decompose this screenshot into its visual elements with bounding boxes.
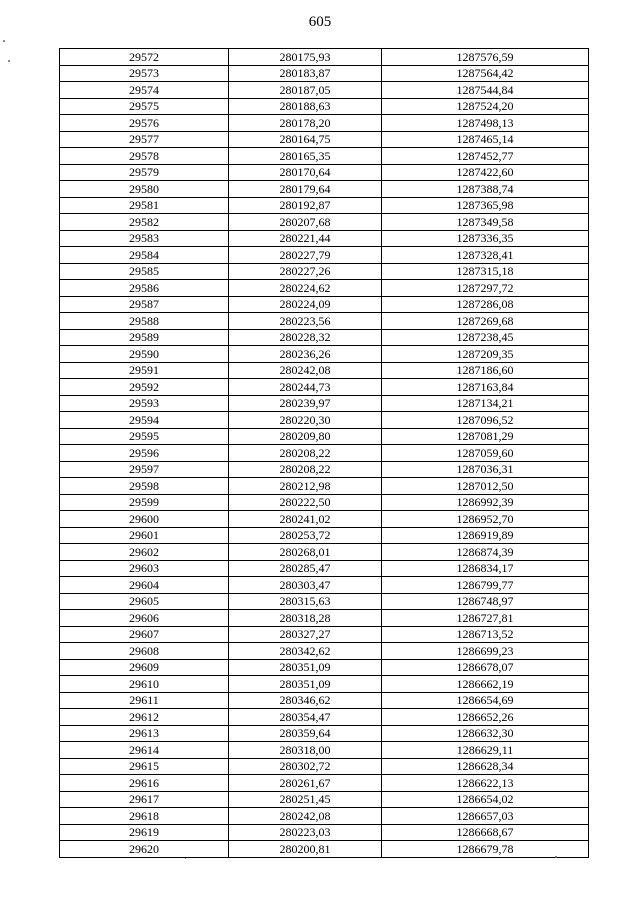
x-coordinate-cell: 280224,62 [229, 280, 382, 297]
point-number-cell: 29617 [60, 791, 229, 808]
x-coordinate-cell: 280223,56 [229, 313, 382, 330]
point-number-cell: 29580 [60, 181, 229, 198]
x-coordinate-cell: 280261,67 [229, 775, 382, 792]
y-coordinate-cell: 1287134,21 [382, 395, 589, 412]
table-row [60, 659, 589, 676]
y-coordinate-cell: 1286952,70 [382, 511, 589, 528]
y-coordinate-cell: 1287297,72 [382, 280, 589, 297]
table-row [60, 65, 589, 82]
x-coordinate-cell: 280251,45 [229, 791, 382, 808]
point-number-cell: 29587 [60, 296, 229, 313]
y-coordinate-cell: 1286699,23 [382, 643, 589, 660]
x-coordinate-cell: 280241,02 [229, 511, 382, 528]
table-row [60, 643, 589, 660]
table-row [60, 280, 589, 297]
x-coordinate-cell: 280244,73 [229, 379, 382, 396]
table-row [60, 824, 589, 841]
y-coordinate-cell: 1287564,42 [382, 65, 589, 82]
point-number-cell: 29614 [60, 742, 229, 759]
table-row [60, 296, 589, 313]
point-number-cell: 29578 [60, 148, 229, 165]
point-number-cell: 29611 [60, 692, 229, 709]
point-number-cell: 29581 [60, 197, 229, 214]
x-coordinate-cell: 280224,09 [229, 296, 382, 313]
y-coordinate-cell: 1287328,41 [382, 247, 589, 264]
point-number-cell: 29619 [60, 824, 229, 841]
x-coordinate-cell: 280200,81 [229, 841, 382, 858]
table-row [60, 329, 589, 346]
table-row [60, 544, 589, 561]
x-coordinate-cell: 280188,63 [229, 98, 382, 115]
x-coordinate-cell: 280236,26 [229, 346, 382, 363]
x-coordinate-cell: 280268,01 [229, 544, 382, 561]
table-row [60, 511, 589, 528]
x-coordinate-cell: 280220,30 [229, 412, 382, 429]
y-coordinate-cell: 1287315,18 [382, 263, 589, 280]
scan-speck [3, 40, 5, 42]
y-coordinate-cell: 1286992,39 [382, 494, 589, 511]
table-row [60, 527, 589, 544]
point-number-cell: 29576 [60, 115, 229, 132]
y-coordinate-cell: 1287012,50 [382, 478, 589, 495]
coordinates-table-body [60, 49, 589, 858]
point-number-cell: 29613 [60, 725, 229, 742]
table-row [60, 197, 589, 214]
y-coordinate-cell: 1287452,77 [382, 148, 589, 165]
point-number-cell: 29577 [60, 131, 229, 148]
table-row [60, 263, 589, 280]
point-number-cell: 29616 [60, 775, 229, 792]
x-coordinate-cell: 280227,26 [229, 263, 382, 280]
point-number-cell: 29583 [60, 230, 229, 247]
x-coordinate-cell: 280242,08 [229, 362, 382, 379]
x-coordinate-cell: 280175,93 [229, 49, 382, 66]
point-number-cell: 29604 [60, 577, 229, 594]
y-coordinate-cell: 1287544,84 [382, 82, 589, 99]
point-number-cell: 29601 [60, 527, 229, 544]
y-coordinate-cell: 1286654,02 [382, 791, 589, 808]
y-coordinate-cell: 1286727,81 [382, 610, 589, 627]
point-number-cell: 29595 [60, 428, 229, 445]
point-number-cell: 29610 [60, 676, 229, 693]
point-number-cell: 29600 [60, 511, 229, 528]
point-number-cell: 29593 [60, 395, 229, 412]
x-coordinate-cell: 280351,09 [229, 659, 382, 676]
table-row [60, 560, 589, 577]
y-coordinate-cell: 1287059,60 [382, 445, 589, 462]
y-coordinate-cell: 1286834,17 [382, 560, 589, 577]
y-coordinate-cell: 1287238,45 [382, 329, 589, 346]
y-coordinate-cell: 1287336,35 [382, 230, 589, 247]
x-coordinate-cell: 280183,87 [229, 65, 382, 82]
x-coordinate-cell: 280302,72 [229, 758, 382, 775]
x-coordinate-cell: 280351,09 [229, 676, 382, 693]
scan-speck [8, 60, 10, 62]
y-coordinate-cell: 1286668,67 [382, 824, 589, 841]
table-row [60, 131, 589, 148]
y-coordinate-cell: 1287349,58 [382, 214, 589, 231]
table-row [60, 379, 589, 396]
table-row [60, 181, 589, 198]
point-number-cell: 29603 [60, 560, 229, 577]
table-row [60, 346, 589, 363]
point-number-cell: 29575 [60, 98, 229, 115]
table-row [60, 577, 589, 594]
table-row [60, 593, 589, 610]
point-number-cell: 29582 [60, 214, 229, 231]
table-row [60, 247, 589, 264]
table-row [60, 709, 589, 726]
point-number-cell: 29597 [60, 461, 229, 478]
y-coordinate-cell: 1287388,74 [382, 181, 589, 198]
x-coordinate-cell: 280170,64 [229, 164, 382, 181]
x-coordinate-cell: 280303,47 [229, 577, 382, 594]
y-coordinate-cell: 1286622,13 [382, 775, 589, 792]
x-coordinate-cell: 280179,64 [229, 181, 382, 198]
y-coordinate-cell: 1286874,39 [382, 544, 589, 561]
x-coordinate-cell: 280242,08 [229, 808, 382, 825]
y-coordinate-cell: 1286652,26 [382, 709, 589, 726]
y-coordinate-cell: 1287096,52 [382, 412, 589, 429]
table-row [60, 808, 589, 825]
coordinates-table [59, 48, 589, 858]
y-coordinate-cell: 1286799,77 [382, 577, 589, 594]
table-row [60, 692, 589, 709]
x-coordinate-cell: 280253,72 [229, 527, 382, 544]
point-number-cell: 29589 [60, 329, 229, 346]
table-row [60, 775, 589, 792]
x-coordinate-cell: 280212,98 [229, 478, 382, 495]
x-coordinate-cell: 280164,75 [229, 131, 382, 148]
y-coordinate-cell: 1287498,13 [382, 115, 589, 132]
x-coordinate-cell: 280207,68 [229, 214, 382, 231]
table-row [60, 445, 589, 462]
table-row [60, 478, 589, 495]
table-row [60, 49, 589, 66]
x-coordinate-cell: 280227,79 [229, 247, 382, 264]
table-row [60, 412, 589, 429]
y-coordinate-cell: 1286629,11 [382, 742, 589, 759]
point-number-cell: 29618 [60, 808, 229, 825]
scan-speck [185, 858, 186, 859]
table-row [60, 676, 589, 693]
y-coordinate-cell: 1286713,52 [382, 626, 589, 643]
point-number-cell: 29606 [60, 610, 229, 627]
table-row [60, 725, 589, 742]
y-coordinate-cell: 1286748,97 [382, 593, 589, 610]
table-row [60, 148, 589, 165]
point-number-cell: 29605 [60, 593, 229, 610]
point-number-cell: 29591 [60, 362, 229, 379]
x-coordinate-cell: 280178,20 [229, 115, 382, 132]
x-coordinate-cell: 280346,62 [229, 692, 382, 709]
table-row [60, 428, 589, 445]
y-coordinate-cell: 1286679,78 [382, 841, 589, 858]
x-coordinate-cell: 280318,28 [229, 610, 382, 627]
point-number-cell: 29579 [60, 164, 229, 181]
point-number-cell: 29598 [60, 478, 229, 495]
point-number-cell: 29585 [60, 263, 229, 280]
point-number-cell: 29620 [60, 841, 229, 858]
point-number-cell: 29590 [60, 346, 229, 363]
x-coordinate-cell: 280354,47 [229, 709, 382, 726]
point-number-cell: 29588 [60, 313, 229, 330]
x-coordinate-cell: 280315,63 [229, 593, 382, 610]
point-number-cell: 29612 [60, 709, 229, 726]
x-coordinate-cell: 280187,05 [229, 82, 382, 99]
y-coordinate-cell: 1287465,14 [382, 131, 589, 148]
table-row [60, 610, 589, 627]
y-coordinate-cell: 1286678,07 [382, 659, 589, 676]
y-coordinate-cell: 1286662,19 [382, 676, 589, 693]
y-coordinate-cell: 1287163,84 [382, 379, 589, 396]
y-coordinate-cell: 1287209,35 [382, 346, 589, 363]
point-number-cell: 29594 [60, 412, 229, 429]
point-number-cell: 29615 [60, 758, 229, 775]
x-coordinate-cell: 280222,50 [229, 494, 382, 511]
table-row [60, 362, 589, 379]
scan-speck [555, 856, 557, 858]
y-coordinate-cell: 1287524,20 [382, 98, 589, 115]
table-row [60, 791, 589, 808]
point-number-cell: 29592 [60, 379, 229, 396]
y-coordinate-cell: 1286632,30 [382, 725, 589, 742]
point-number-cell: 29574 [60, 82, 229, 99]
point-number-cell: 29584 [60, 247, 229, 264]
y-coordinate-cell: 1287269,68 [382, 313, 589, 330]
point-number-cell: 29586 [60, 280, 229, 297]
page-number: 605 [308, 14, 332, 30]
table-row [60, 230, 589, 247]
table-row [60, 115, 589, 132]
x-coordinate-cell: 280221,44 [229, 230, 382, 247]
x-coordinate-cell: 280327,27 [229, 626, 382, 643]
point-number-cell: 29599 [60, 494, 229, 511]
y-coordinate-cell: 1287036,31 [382, 461, 589, 478]
table-row [60, 758, 589, 775]
table-row [60, 82, 589, 99]
y-coordinate-cell: 1287576,59 [382, 49, 589, 66]
point-number-cell: 29608 [60, 643, 229, 660]
x-coordinate-cell: 280342,62 [229, 643, 382, 660]
point-number-cell: 29596 [60, 445, 229, 462]
x-coordinate-cell: 280208,22 [229, 461, 382, 478]
table-row [60, 164, 589, 181]
x-coordinate-cell: 280165,35 [229, 148, 382, 165]
x-coordinate-cell: 280318,00 [229, 742, 382, 759]
x-coordinate-cell: 280228,32 [229, 329, 382, 346]
x-coordinate-cell: 280208,22 [229, 445, 382, 462]
y-coordinate-cell: 1286628,34 [382, 758, 589, 775]
table-row [60, 214, 589, 231]
y-coordinate-cell: 1287422,60 [382, 164, 589, 181]
table-row [60, 395, 589, 412]
point-number-cell: 29607 [60, 626, 229, 643]
y-coordinate-cell: 1286657,03 [382, 808, 589, 825]
y-coordinate-cell: 1287365,98 [382, 197, 589, 214]
point-number-cell: 29572 [60, 49, 229, 66]
x-coordinate-cell: 280223,03 [229, 824, 382, 841]
table-row [60, 461, 589, 478]
table-row [60, 626, 589, 643]
y-coordinate-cell: 1287186,60 [382, 362, 589, 379]
x-coordinate-cell: 280192,87 [229, 197, 382, 214]
x-coordinate-cell: 280285,47 [229, 560, 382, 577]
y-coordinate-cell: 1287081,29 [382, 428, 589, 445]
x-coordinate-cell: 280359,64 [229, 725, 382, 742]
table-row [60, 494, 589, 511]
table-row [60, 841, 589, 858]
table-row [60, 313, 589, 330]
y-coordinate-cell: 1286919,89 [382, 527, 589, 544]
table-row [60, 98, 589, 115]
point-number-cell: 29609 [60, 659, 229, 676]
x-coordinate-cell: 280209,80 [229, 428, 382, 445]
table-row [60, 742, 589, 759]
point-number-cell: 29602 [60, 544, 229, 561]
y-coordinate-cell: 1287286,08 [382, 296, 589, 313]
x-coordinate-cell: 280239,97 [229, 395, 382, 412]
y-coordinate-cell: 1286654,69 [382, 692, 589, 709]
point-number-cell: 29573 [60, 65, 229, 82]
